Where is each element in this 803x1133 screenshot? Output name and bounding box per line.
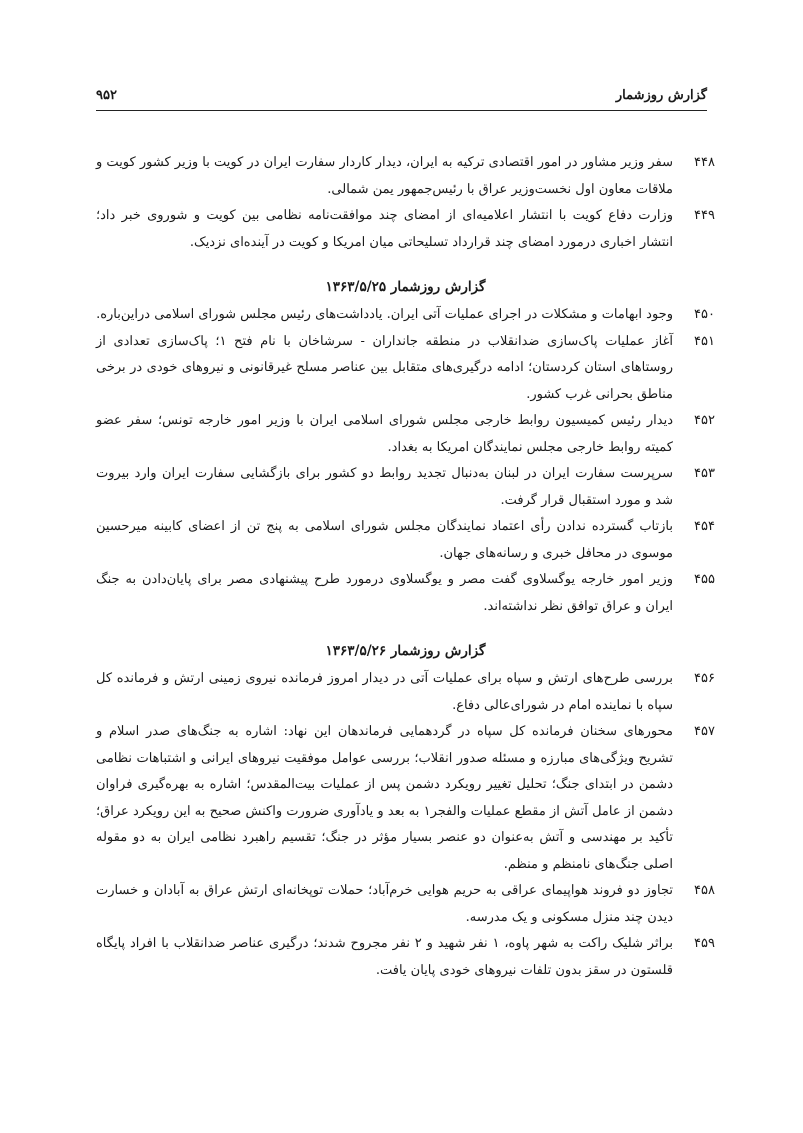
- entry-number: ۴۴۹: [694, 208, 715, 223]
- entry-number: ۴۴۸: [694, 155, 715, 170]
- entry-text: تجاوز دو فروند هواپیمای عراقی به حریم هوایی خرم‌آباد؛ حملات توپخانه‌ای ارتش عراق به آبادان و خسارت دیدن چند منزل مسکونی و یک مدرسه.: [96, 883, 673, 925]
- entry-text: بازتاب گسترده ندادن رأی اعتماد نمایندگان مجلس شورای اسلامی به پنج تن از اعضای کابینه میرحسین موسوی در محافل خبری و رسانه‌های جهان.: [96, 519, 673, 561]
- report-entry: [96, 461, 715, 514]
- entry-number: ۴۵۷: [694, 724, 715, 739]
- entry-number: ۴۵۱: [694, 333, 715, 349]
- report-entry: [96, 719, 715, 878]
- report-entry: [96, 329, 715, 409]
- entry-text: وجود ابهامات و مشکلات در اجرای عملیات آتی ایران. یادداشت‌های رئیس مجلس شورای اسلامی دراین‌باره.: [96, 307, 673, 322]
- section-heading: گزارش روزشمار ۱۳۶۳/۵/۲۶: [325, 643, 486, 659]
- entry-text: بررسی طرح‌های ارتش و سپاه برای عملیات آتی در دیدار امروز فرمانده نیروی زمینی ارتش و فرمانده کل سپاه با نماینده امام در شورای‌عالی دفاع.: [96, 671, 673, 713]
- page-content: [96, 150, 715, 984]
- entry-number: ۴۵۴: [694, 519, 715, 534]
- entry-text: دیدار رئیس کمیسیون روابط خارجی مجلس شورای اسلامی ایران با وزیر امور خارجه تونس؛ سفر عضو کمیته روابط خارجی مجلس نمایندگان امریکا به بغداد.: [96, 413, 673, 455]
- report-entry: [96, 302, 715, 329]
- report-entry: [96, 203, 715, 256]
- report-entry: [96, 666, 715, 719]
- entry-text: سفر وزیر مشاور در امور اقتصادی ترکیه به ایران، دیدار کاردار سفارت ایران در کویت با وزیر کشور کویت و ملاقات معاون اول نخست‌وزیر عراق با رئیس‌جمهور یمن شمالی.: [96, 155, 673, 197]
- report-entry: [96, 150, 715, 203]
- entry-number: ۴۵۸: [694, 883, 715, 898]
- report-entry: [96, 931, 715, 984]
- entry-number: ۴۵۰: [694, 307, 715, 322]
- entry-text: وزیر امور خارجه یوگسلاوی گفت مصر و یوگسلاوی درمورد طرح پیشنهادی مصر برای پایان‌دادن به جنگ ایران و عراق توافق نظر نداشته‌اند.: [96, 572, 673, 614]
- entry-number: ۴۵۶: [694, 671, 715, 686]
- entry-number: ۴۵۵: [694, 572, 715, 587]
- entry-text: براثر شلیک راکت به شهر پاوه، ۱ نفر شهید و ۲ نفر مجروح شدند؛ درگیری عناصر ضدانقلاب با افراد پایگاه قلستون در سقز بدون تلفات نیروهای خودی پایان یافت.: [96, 936, 673, 978]
- page-number: ۹۵۲: [96, 88, 117, 103]
- running-header: [96, 88, 707, 111]
- entry-text: آغاز عملیات پاک‌سازی ضدانقلاب در منطقه جانداران - سرشاخان با نام فتح ۱؛ پاک‌سازی تعدادی از روستاهای استان کردستان؛ ادامه درگیری‌های متقابل بین عناصر مسلح غیرقانونی و نیروهای خودی در برخی مناطق بحرانی غرب کشور.: [96, 333, 673, 402]
- entry-number: ۴۵۹: [694, 936, 715, 951]
- entry-text: وزارت دفاع کویت با انتشار اعلامیه‌ای از امضای چند موافقت‌نامه نظامی بین کویت و شوروی خبر داد؛ انتشار اخباری درمورد امضای چند قرارداد تسلیحاتی میان امریکا و کویت در آینده‌ای نزدیک.: [96, 208, 673, 250]
- running-title: گزارش روزشمار: [615, 88, 707, 103]
- entry-number: ۴۵۳: [694, 466, 715, 481]
- section-heading: گزارش روزشمار ۱۳۶۳/۵/۲۵: [325, 279, 486, 295]
- report-entry: [96, 878, 715, 931]
- entry-text: محورهای سخنان فرمانده کل سپاه در گردهمایی فرماندهان این نهاد: اشاره به جنگ‌های صدر اسلام و تشریح ویژگی‌های مبارزه و مسئله صدور انقلاب؛ بررسی عوامل موفقیت نیروهای ایرانی و اشتباهات نظامی دشمن در ابتدای جنگ؛ تحلیل تغییر رویکرد دشمن پس از عملیات بیت‌المقدس؛ اشاره به بهره‌گیری فراوان دشمن از عامل آتش از مقطع عملیات والفجر۱ به بعد و یادآوری ضرورت واکنش صحیح به این رویکرد عراق؛ تأکید بر مهندسی و آتش به‌عنوان دو عنصر بسیار مؤثر در جنگ؛ تقسیم راهبرد نظامی ایران به دو مقوله اصلی جنگ‌های نامنظم و منظم.: [96, 724, 673, 872]
- report-entry: [96, 567, 715, 620]
- report-entry: [96, 408, 715, 461]
- report-entry: [96, 514, 715, 567]
- entry-text: سرپرست سفارت ایران در لبنان به‌دنبال تجدید روابط دو کشور برای بازگشایی سفارت ایران وارد بیروت شد و مورد استقبال قرار گرفت.: [96, 466, 673, 508]
- entry-number: ۴۵۲: [694, 413, 715, 428]
